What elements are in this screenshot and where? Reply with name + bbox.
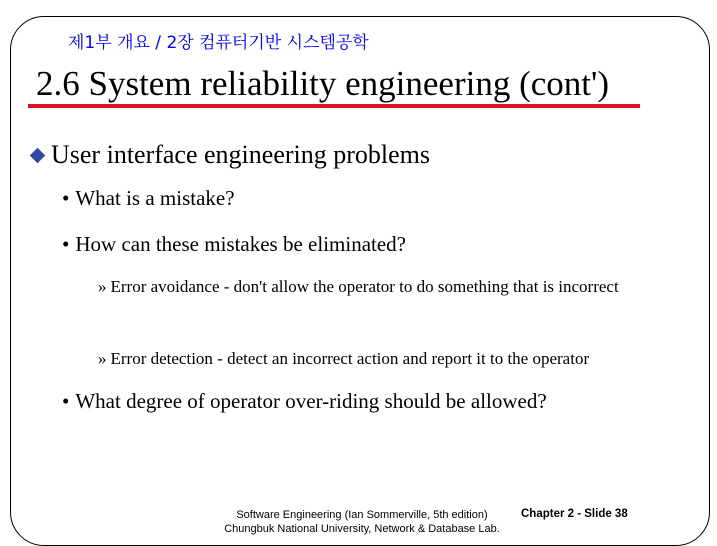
bullet-dot: • [62,232,70,256]
diamond-bullet-icon [30,147,46,163]
sub-bullet-text: How can these mistakes be eliminated? [75,232,406,256]
bullet-dot: • [62,389,70,413]
raquo-glyph: » [98,349,107,368]
slide-number: Chapter 2 - Slide 38 [521,508,628,520]
main-bullet [30,140,430,170]
sub-bullet-overriding [62,389,547,414]
footer-university: Chungbuk National University, Network & Database Lab. [224,523,500,535]
sub-bullet-eliminate [62,232,406,257]
footer-book: Software Engineering (Ian Sommerville, 5th edition) [236,509,488,521]
slide-title: 2.6 System reliability engineering (cont') [36,64,609,103]
sub-sub-bullet-text: Error avoidance - don't allow the operator to do something that is incorrect [110,277,619,296]
main-bullet-text: User interface engineering problems [51,140,431,169]
sub-sub-bullet-avoidance [98,270,688,303]
footer-credits [204,508,520,536]
sub-bullet-text: What degree of operator over-riding should be allowed? [75,389,547,413]
sub-sub-bullet-text: Error detection - detect an incorrect action and report it to the operator [110,349,590,368]
sub-sub-bullet-detection [98,342,688,375]
title-underline [28,104,640,108]
bullet-dot: • [62,186,70,210]
chapter-header: 제1부 개요 / 2장 컴퓨터기반 시스템공학 [68,33,369,53]
raquo-glyph: » [98,277,107,296]
sub-bullet-text: What is a mistake? [75,186,235,210]
sub-bullet-mistake [62,186,235,211]
